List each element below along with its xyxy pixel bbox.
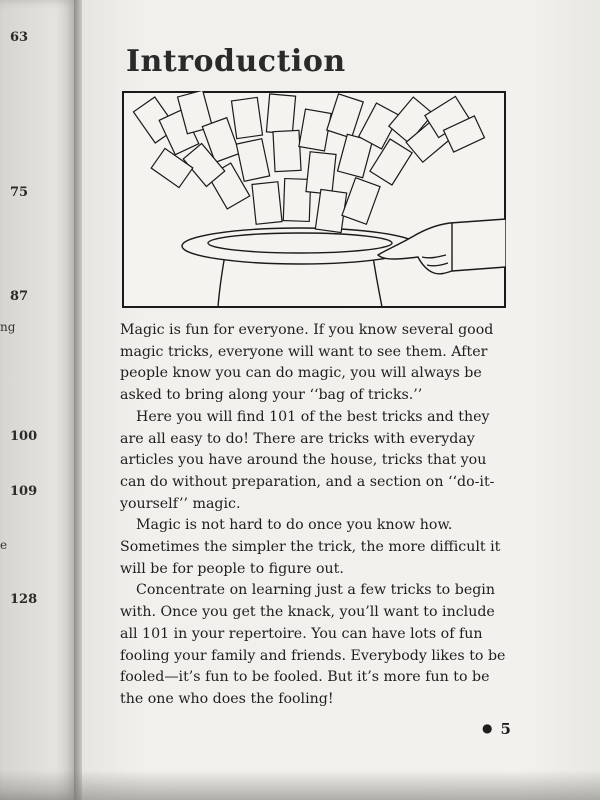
left-page-number: 109 [10, 484, 38, 499]
body-text [120, 320, 506, 711]
left-page-number: 128 [10, 592, 38, 607]
page-footer [482, 720, 511, 738]
table-shadow [0, 770, 600, 800]
paragraph: Magic is fun for everyone. If you know several good magic tricks, everyone will want to see them. After people know you can do magic, you will always be asked to bring along your ‘‘bag of tricks.’’ [120, 322, 494, 404]
paragraph: Concentrate on learning just a few tricks to begin with. Once you get the knack, you’ll want to include all 101 in your repertoire. You can have lots of fun fooling your family and friends. Everybody likes to be fooled—it’s fun to be fooled. But it’s more fun to be the one who does the fooling! [120, 582, 506, 707]
left-page-number: 100 [10, 429, 38, 444]
left-page-number: 75 [10, 185, 29, 200]
paragraph: Magic is not hard to do once you know how. Sometimes the simpler the trick, the more difficult it will be for people to figure out. [120, 517, 501, 577]
magic-hat-cards-illustration [122, 91, 506, 308]
page-title: Introduction [126, 44, 346, 79]
left-page-number: 63 [10, 30, 29, 45]
left-page-fragment: e [0, 538, 8, 552]
page-number: 5 [500, 720, 511, 738]
left-page-number: 87 [10, 289, 29, 304]
paragraph: Here you will find 101 of the best tricks and they are all easy to do! There are tricks with everyday articles you have around the house, tricks that you can do without preparation, and a section on ‘‘do-it-yourself’’ magic. [120, 408, 495, 512]
left-page-fragment: ng [0, 320, 16, 334]
left-page [0, 0, 78, 800]
bullet-icon: ● [482, 721, 493, 735]
